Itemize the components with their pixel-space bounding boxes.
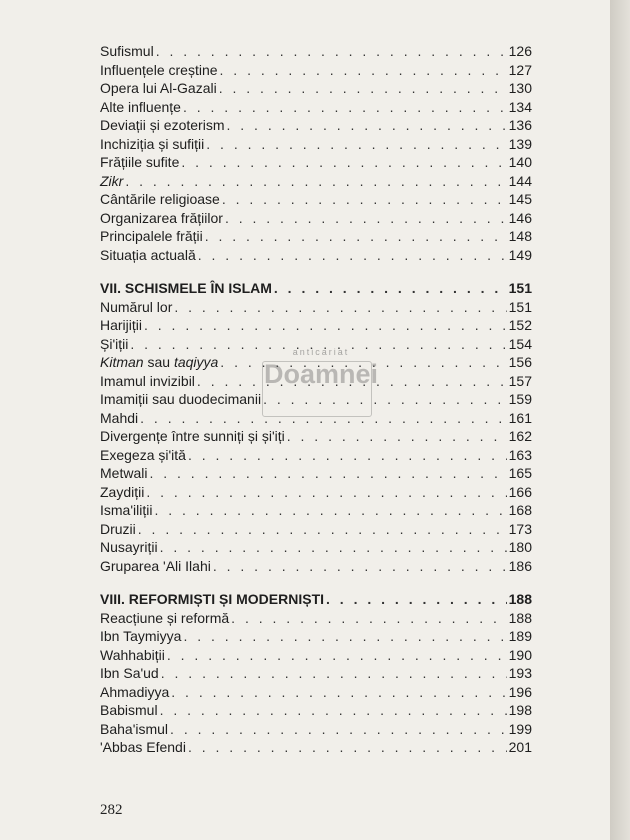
dot-leader [220, 61, 507, 80]
toc-entry-page: 190 [508, 646, 532, 663]
toc-entry-title: Imamiții sau duodecimanii [100, 391, 262, 407]
toc-entry-page: 186 [508, 557, 532, 574]
dot-leader [206, 135, 506, 154]
dot-leader [138, 520, 507, 539]
toc-entry [100, 520, 532, 539]
toc-entry-page: 162 [508, 428, 532, 444]
watermark-logo [262, 347, 380, 415]
toc-entry-title: Organizarea frățiilor [100, 209, 223, 226]
toc-entry-page: 165 [508, 465, 532, 481]
toc-entry [100, 464, 532, 483]
toc-entry-page: 134 [508, 98, 532, 115]
toc-entry-title: Zaydiții [100, 483, 145, 500]
book-gutter [610, 0, 630, 840]
dot-leader [188, 738, 507, 757]
toc-entry-page: 193 [508, 665, 532, 681]
toc-entry [100, 646, 532, 665]
toc-entry-title: Inchiziția și sufiții [100, 135, 205, 152]
chapter-page: 151 [508, 280, 532, 296]
chapter-title: VIII. REFORMIȘTI ȘI MODERNIȘTI [100, 591, 325, 607]
dot-leader [231, 609, 506, 628]
toc-entry-title: Mahdi [100, 409, 139, 426]
toc-entry-title [100, 353, 218, 372]
toc-entry-title: Isma'iliții [100, 502, 153, 518]
toc-entry-page: 188 [508, 609, 532, 626]
toc-entry [100, 664, 532, 683]
watermark-brand: Doamnei [263, 359, 379, 389]
toc-entry [100, 153, 532, 172]
toc-entry [100, 42, 532, 61]
toc-entry-page: 157 [508, 372, 532, 389]
toc-entry-title: Wahhabiții [100, 646, 165, 663]
toc-entry [100, 538, 532, 557]
dot-leader [222, 190, 507, 209]
dot-leader [160, 538, 507, 557]
toc-entry-page: 148 [508, 228, 532, 244]
toc-entry-page: 140 [508, 154, 532, 170]
toc-entry [100, 483, 532, 502]
toc-group-sufism [100, 42, 532, 264]
dot-leader [226, 116, 506, 135]
toc-entry [100, 609, 532, 628]
toc-entry [100, 501, 532, 520]
dot-leader [161, 664, 507, 683]
toc-entry-title: Frățiile sufite [100, 154, 180, 170]
toc-entry-title: Babismul [100, 702, 158, 718]
toc-entry-page: 152 [508, 317, 532, 333]
toc-entry-page: 145 [508, 191, 532, 207]
toc-entry-page: 144 [508, 172, 532, 189]
dot-leader [170, 720, 507, 739]
chapter-page: 188 [508, 591, 532, 607]
toc-entry-page: 168 [508, 502, 532, 518]
toc-entry-title: Zikr [100, 172, 124, 189]
toc-entry-title: Harijiții [100, 317, 142, 333]
toc-entry [100, 738, 532, 757]
toc-entry-page: 196 [508, 683, 532, 700]
toc-entry-title: Ibn Taymiyya [100, 628, 182, 644]
dot-leader [183, 627, 506, 646]
toc-entry [100, 720, 532, 739]
dot-leader [171, 683, 506, 702]
dot-leader [125, 172, 506, 191]
toc-entry-page: 180 [508, 539, 532, 555]
dot-leader [198, 246, 507, 265]
toc-entry-title: Alte influențe [100, 98, 181, 115]
toc-entry-title: Divergențe între sunniți și și'iți [100, 428, 285, 444]
toc-entry-page: 126 [508, 43, 532, 59]
chapter-heading [100, 279, 532, 298]
toc-entry-title: Sufismul [100, 43, 154, 59]
toc-entry-title: Imamul invizibil [100, 372, 195, 389]
toc-entry-page: 130 [508, 80, 532, 96]
toc-entry [100, 427, 532, 446]
dot-leader [219, 79, 507, 98]
toc-entry-page: 173 [508, 520, 532, 537]
toc-entry [100, 557, 532, 576]
toc-entry-page: 146 [508, 209, 532, 226]
toc-entry-page: 159 [508, 391, 532, 407]
toc-entry-title: Gruparea 'Ali Ilahi [100, 557, 211, 574]
toc-entry-page: 189 [508, 628, 532, 644]
toc-entry [100, 209, 532, 228]
toc-entry-page: 163 [508, 446, 532, 463]
toc-entry-title: Baha'ismul [100, 720, 169, 737]
section-gap [100, 264, 532, 279]
dot-leader [181, 153, 506, 172]
toc-entry-title: Metwali [100, 465, 148, 481]
toc-entry [100, 246, 532, 265]
toc-entry-title-part: taqiyya [173, 354, 219, 370]
dot-leader [156, 42, 507, 61]
toc-entry-title-part: Kitman [100, 354, 144, 370]
dot-leader [213, 557, 507, 576]
page-number: 282 [100, 802, 123, 818]
toc-entry [100, 627, 532, 646]
toc-entry-title-part: sau [143, 354, 174, 370]
toc-entry [100, 316, 532, 335]
toc-entry-page: 154 [508, 335, 532, 352]
dot-leader [154, 501, 506, 520]
toc-entry [100, 701, 532, 720]
toc-entry-page: 136 [508, 117, 532, 133]
toc-entry-page: 198 [508, 702, 532, 718]
toc-entry [100, 98, 532, 117]
toc-group-reformists [100, 609, 532, 757]
toc-entry [100, 190, 532, 209]
toc-entry-title: Ahmadiyya [100, 683, 170, 700]
toc-group-schisms [100, 298, 532, 576]
toc-entry-page: 199 [508, 720, 532, 737]
toc-entry [100, 227, 532, 246]
toc-entry-page: 201 [508, 739, 532, 755]
toc-entry [100, 79, 532, 98]
dot-leader [183, 98, 507, 117]
toc-entry [100, 298, 532, 317]
toc-entry-page: 139 [508, 135, 532, 152]
toc-entry [100, 116, 532, 135]
toc-entry [100, 683, 532, 702]
toc-entry-title: Cântările religioase [100, 191, 220, 207]
toc-entry [100, 446, 532, 465]
dot-leader [149, 464, 506, 483]
toc-entry-title: Exegeza și'ită [100, 446, 186, 463]
toc-entry-title: Situația actuală [100, 246, 196, 263]
toc-entry-title: Nusayriții [100, 539, 158, 555]
toc-entry-title: Reacțiune și reformă [100, 609, 230, 626]
dot-leader [146, 483, 506, 502]
toc-entry-title: Influențele creștine [100, 61, 218, 78]
dot-leader [326, 590, 507, 609]
watermark-frame [262, 361, 372, 417]
toc-entry-page: 151 [508, 298, 532, 315]
toc-entry-title: Numărul lor [100, 298, 173, 315]
toc-entry [100, 172, 532, 191]
toc-entry-page: 166 [508, 483, 532, 500]
toc-entry [100, 135, 532, 154]
dot-leader [160, 701, 507, 720]
dot-leader [167, 646, 507, 665]
dot-leader [274, 279, 507, 298]
chapter-heading [100, 590, 532, 609]
watermark-caption: anticariat [292, 347, 350, 357]
toc-entry-title: 'Abbas Efendi [100, 739, 186, 755]
dot-leader [287, 427, 507, 446]
dot-leader [225, 209, 507, 228]
toc-entry-title: Principalele frății [100, 228, 203, 244]
toc-entry-page: 156 [508, 354, 532, 370]
toc-entry-title: Deviații și ezoterism [100, 117, 225, 133]
chapter-title: VII. SCHISMELE ÎN ISLAM [100, 280, 272, 296]
dot-leader [144, 316, 507, 335]
dot-leader [188, 446, 507, 465]
toc-entry [100, 61, 532, 80]
toc-entry-page: 161 [508, 409, 532, 426]
toc-entry-title: Ibn Sa'ud [100, 665, 159, 681]
toc-entry-title: Opera lui Al-Gazali [100, 80, 217, 96]
section-gap [100, 575, 532, 590]
dot-leader [205, 227, 507, 246]
toc-entry-title: Druzii [100, 520, 136, 537]
dot-leader [174, 298, 506, 317]
toc-entry-page: 149 [508, 246, 532, 263]
toc-entry-title: Și'iții [100, 335, 129, 352]
toc-entry-page: 127 [508, 61, 532, 78]
